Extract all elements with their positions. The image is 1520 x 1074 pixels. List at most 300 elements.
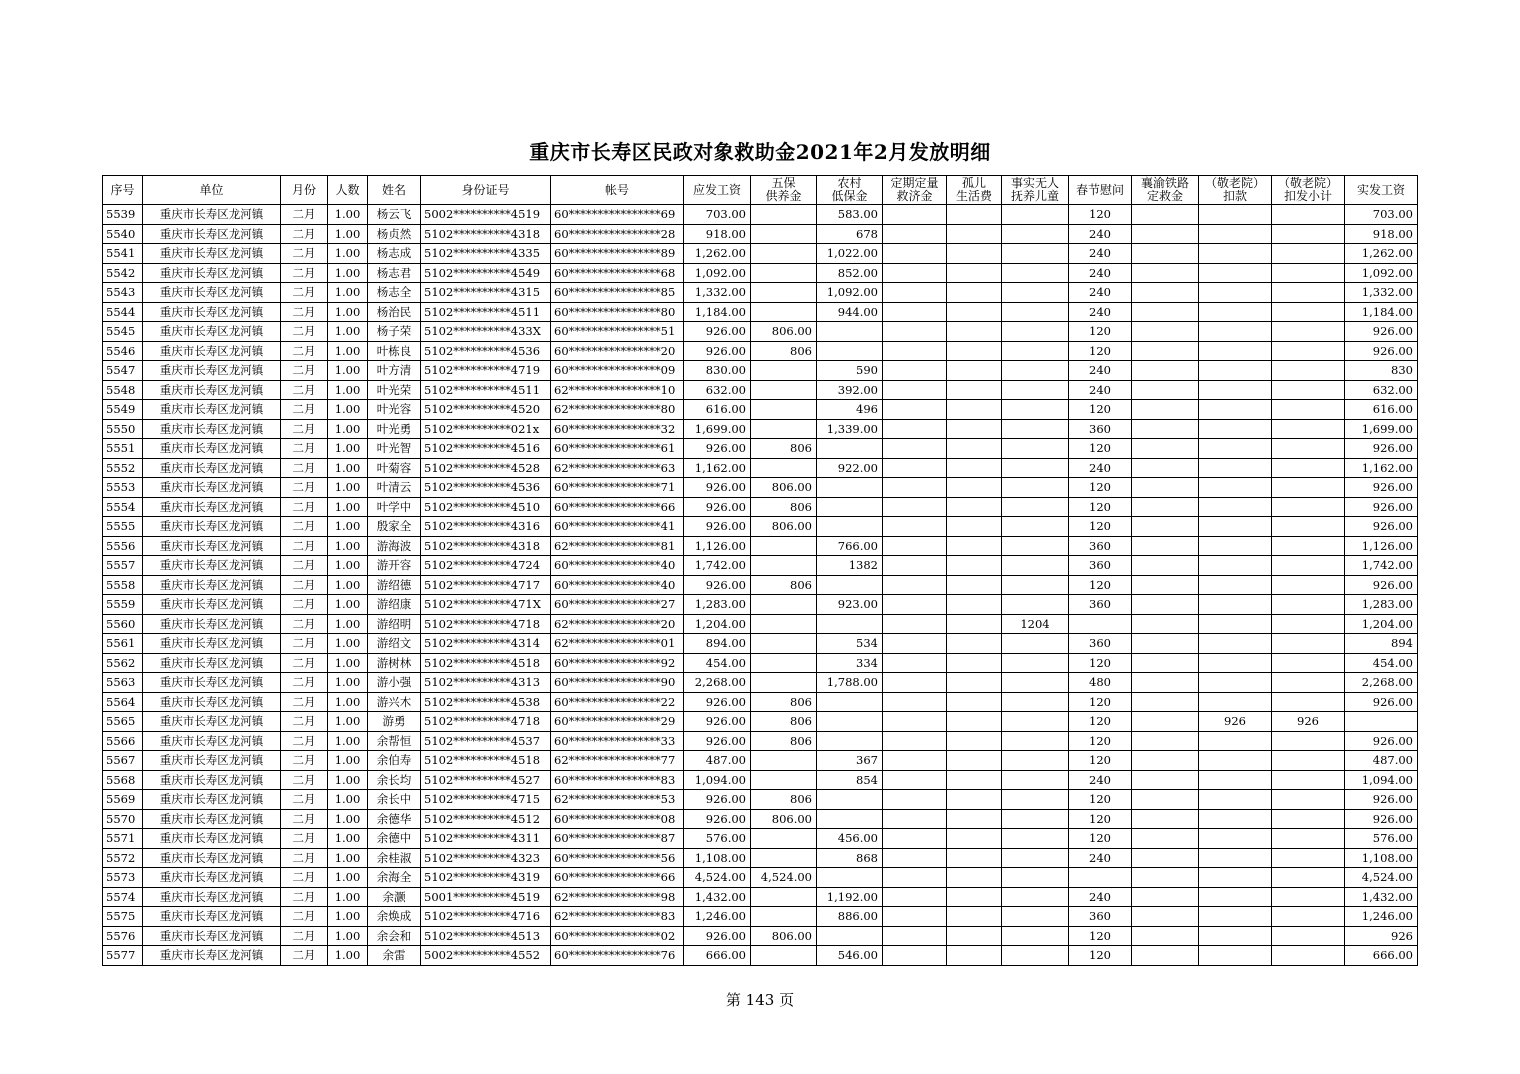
cell-nursing-subtotal (1272, 400, 1345, 420)
cell-nursing-subtotal (1272, 868, 1345, 888)
header-name: 姓名 (368, 176, 421, 205)
cell-orphan (947, 380, 1002, 400)
cell-count: 1.00 (328, 517, 368, 537)
cell-net-pay: 926.00 (1345, 497, 1418, 517)
header-xiangyu-railway: 襄渝铁路 定救金 (1132, 176, 1199, 205)
cell-unattended-child (1002, 322, 1069, 342)
cell-gross-pay: 926.00 (684, 517, 751, 537)
cell-month: 二月 (281, 848, 328, 868)
cell-unattended-child (1002, 751, 1069, 771)
cell-unit: 重庆市长寿区龙河镇 (143, 361, 281, 381)
cell-account: 60****************56 (551, 848, 684, 868)
cell-unit: 重庆市长寿区龙河镇 (143, 770, 281, 790)
cell-spring-festival: 360 (1069, 556, 1132, 576)
cell-xiangyu-railway (1132, 497, 1199, 517)
cell-regular-relief (883, 653, 947, 673)
cell-nursing-deduction (1199, 263, 1272, 283)
cell-orphan (947, 595, 1002, 615)
cell-count: 1.00 (328, 868, 368, 888)
cell-wubao (751, 224, 817, 244)
cell-account: 60****************90 (551, 673, 684, 693)
cell-unit: 重庆市长寿区龙河镇 (143, 478, 281, 498)
cell-account: 62****************53 (551, 790, 684, 810)
table-row (103, 770, 1418, 790)
cell-count: 1.00 (328, 224, 368, 244)
cell-count: 1.00 (328, 439, 368, 459)
cell-nursing-deduction (1199, 458, 1272, 478)
cell-nursing-deduction (1199, 790, 1272, 810)
cell-id-number: 5102**********4314 (421, 634, 551, 654)
cell-spring-festival: 360 (1069, 634, 1132, 654)
cell-regular-relief (883, 907, 947, 927)
table-row (103, 556, 1418, 576)
cell-dibao: 868 (817, 848, 883, 868)
cell-regular-relief (883, 556, 947, 576)
cell-account: 62****************63 (551, 458, 684, 478)
cell-dibao: 583.00 (817, 205, 883, 225)
cell-nursing-deduction (1199, 341, 1272, 361)
cell-dibao (817, 575, 883, 595)
cell-gross-pay: 1,126.00 (684, 536, 751, 556)
cell-orphan (947, 536, 1002, 556)
cell-spring-festival: 240 (1069, 848, 1132, 868)
cell-xiangyu-railway (1132, 400, 1199, 420)
cell-unit: 重庆市长寿区龙河镇 (143, 926, 281, 946)
cell-nursing-subtotal (1272, 770, 1345, 790)
cell-xiangyu-railway (1132, 712, 1199, 732)
cell-gross-pay: 4,524.00 (684, 868, 751, 888)
cell-wubao (751, 536, 817, 556)
cell-gross-pay: 1,162.00 (684, 458, 751, 478)
cell-nursing-subtotal (1272, 322, 1345, 342)
cell-count: 1.00 (328, 673, 368, 693)
cell-gross-pay: 830.00 (684, 361, 751, 381)
cell-xiangyu-railway (1132, 556, 1199, 576)
cell-dibao: 546.00 (817, 946, 883, 966)
table-row (103, 848, 1418, 868)
cell-regular-relief (883, 848, 947, 868)
cell-id-number: 5001**********4519 (421, 887, 551, 907)
cell-orphan (947, 458, 1002, 478)
cell-id-number: 5102**********4528 (421, 458, 551, 478)
cell-orphan (947, 829, 1002, 849)
cell-xiangyu-railway (1132, 302, 1199, 322)
cell-month: 二月 (281, 634, 328, 654)
cell-name: 余伯寿 (368, 751, 421, 771)
cell-xiangyu-railway (1132, 770, 1199, 790)
cell-regular-relief (883, 400, 947, 420)
cell-month: 二月 (281, 575, 328, 595)
cell-unit: 重庆市长寿区龙河镇 (143, 907, 281, 927)
cell-xiangyu-railway (1132, 380, 1199, 400)
cell-xiangyu-railway (1132, 731, 1199, 751)
header-seq: 序号 (103, 176, 143, 205)
header-spring-festival: 春节慰问 (1069, 176, 1132, 205)
cell-dibao (817, 341, 883, 361)
cell-net-pay: 1,126.00 (1345, 536, 1418, 556)
cell-regular-relief (883, 205, 947, 225)
cell-seq: 5540 (103, 224, 143, 244)
cell-seq: 5542 (103, 263, 143, 283)
cell-account: 60****************40 (551, 556, 684, 576)
cell-month: 二月 (281, 731, 328, 751)
cell-xiangyu-railway (1132, 517, 1199, 537)
table-row (103, 751, 1418, 771)
cell-wubao: 806 (751, 790, 817, 810)
cell-id-number: 5102**********471X (421, 595, 551, 615)
cell-month: 二月 (281, 653, 328, 673)
cell-name: 殷家全 (368, 517, 421, 537)
cell-regular-relief (883, 673, 947, 693)
cell-month: 二月 (281, 673, 328, 693)
cell-nursing-subtotal (1272, 536, 1345, 556)
cell-nursing-deduction (1199, 595, 1272, 615)
cell-name: 余长均 (368, 770, 421, 790)
cell-unattended-child (1002, 907, 1069, 927)
cell-month: 二月 (281, 751, 328, 771)
cell-gross-pay: 926.00 (684, 692, 751, 712)
cell-unattended-child (1002, 458, 1069, 478)
cell-gross-pay: 926.00 (684, 322, 751, 342)
cell-regular-relief (883, 341, 947, 361)
cell-unattended-child (1002, 283, 1069, 303)
cell-unit: 重庆市长寿区龙河镇 (143, 829, 281, 849)
cell-unit: 重庆市长寿区龙河镇 (143, 868, 281, 888)
header-regular-relief: 定期定量 救济金 (883, 176, 947, 205)
cell-unattended-child (1002, 380, 1069, 400)
cell-spring-festival: 120 (1069, 926, 1132, 946)
cell-name: 叶菊容 (368, 458, 421, 478)
cell-nursing-deduction (1199, 439, 1272, 459)
cell-wubao: 806 (751, 731, 817, 751)
cell-orphan (947, 634, 1002, 654)
cell-account: 60****************71 (551, 478, 684, 498)
cell-month: 二月 (281, 907, 328, 927)
cell-orphan (947, 322, 1002, 342)
cell-net-pay: 1,283.00 (1345, 595, 1418, 615)
cell-seq: 5558 (103, 575, 143, 595)
cell-spring-festival: 240 (1069, 283, 1132, 303)
cell-net-pay: 926.00 (1345, 439, 1418, 459)
cell-seq: 5560 (103, 614, 143, 634)
cell-count: 1.00 (328, 361, 368, 381)
cell-gross-pay: 703.00 (684, 205, 751, 225)
cell-name: 游绍明 (368, 614, 421, 634)
cell-nursing-deduction (1199, 556, 1272, 576)
table-row (103, 614, 1418, 634)
cell-seq: 5555 (103, 517, 143, 537)
cell-regular-relief (883, 692, 947, 712)
cell-xiangyu-railway (1132, 244, 1199, 264)
cell-unattended-child (1002, 263, 1069, 283)
table-row (103, 868, 1418, 888)
cell-xiangyu-railway (1132, 653, 1199, 673)
table-row (103, 478, 1418, 498)
cell-nursing-deduction (1199, 419, 1272, 439)
cell-month: 二月 (281, 614, 328, 634)
cell-nursing-deduction (1199, 946, 1272, 966)
cell-name: 杨云飞 (368, 205, 421, 225)
cell-gross-pay: 632.00 (684, 380, 751, 400)
cell-wubao (751, 848, 817, 868)
cell-id-number: 5102**********4316 (421, 517, 551, 537)
cell-id-number: 5102**********4719 (421, 361, 551, 381)
cell-nursing-deduction (1199, 692, 1272, 712)
cell-gross-pay: 894.00 (684, 634, 751, 654)
cell-seq: 5541 (103, 244, 143, 264)
cell-count: 1.00 (328, 731, 368, 751)
cell-unit: 重庆市长寿区龙河镇 (143, 400, 281, 420)
cell-spring-festival: 120 (1069, 712, 1132, 732)
cell-account: 62****************98 (551, 887, 684, 907)
cell-account: 60****************87 (551, 829, 684, 849)
relief-payment-table (102, 175, 1418, 966)
cell-nursing-subtotal (1272, 907, 1345, 927)
cell-net-pay: 454.00 (1345, 653, 1418, 673)
cell-regular-relief (883, 536, 947, 556)
cell-regular-relief (883, 770, 947, 790)
cell-id-number: 5102**********4718 (421, 614, 551, 634)
cell-nursing-subtotal (1272, 302, 1345, 322)
cell-dibao: 456.00 (817, 829, 883, 849)
cell-spring-festival: 360 (1069, 907, 1132, 927)
cell-month: 二月 (281, 283, 328, 303)
cell-net-pay: 1,332.00 (1345, 283, 1418, 303)
cell-xiangyu-railway (1132, 751, 1199, 771)
cell-nursing-subtotal (1272, 478, 1345, 498)
cell-month: 二月 (281, 478, 328, 498)
header-account: 帐号 (551, 176, 684, 205)
cell-orphan (947, 712, 1002, 732)
cell-unit: 重庆市长寿区龙河镇 (143, 575, 281, 595)
cell-account: 62****************01 (551, 634, 684, 654)
cell-unit: 重庆市长寿区龙河镇 (143, 244, 281, 264)
table-row (103, 634, 1418, 654)
cell-spring-festival: 360 (1069, 595, 1132, 615)
cell-id-number: 5102**********4323 (421, 848, 551, 868)
cell-seq: 5563 (103, 673, 143, 693)
cell-wubao (751, 302, 817, 322)
cell-dibao: 367 (817, 751, 883, 771)
cell-id-number: 5102**********4536 (421, 478, 551, 498)
cell-nursing-deduction (1199, 224, 1272, 244)
table-row (103, 536, 1418, 556)
cell-dibao (817, 439, 883, 459)
cell-orphan (947, 497, 1002, 517)
cell-nursing-subtotal (1272, 556, 1345, 576)
cell-id-number: 5102**********021x (421, 419, 551, 439)
cell-xiangyu-railway (1132, 907, 1199, 927)
cell-orphan (947, 205, 1002, 225)
cell-seq: 5547 (103, 361, 143, 381)
cell-spring-festival: 120 (1069, 439, 1132, 459)
cell-dibao: 590 (817, 361, 883, 381)
cell-count: 1.00 (328, 341, 368, 361)
cell-gross-pay: 1,432.00 (684, 887, 751, 907)
cell-month: 二月 (281, 809, 328, 829)
cell-wubao (751, 634, 817, 654)
cell-wubao (751, 244, 817, 264)
cell-dibao: 496 (817, 400, 883, 420)
cell-nursing-subtotal (1272, 224, 1345, 244)
cell-id-number: 5102**********4511 (421, 302, 551, 322)
cell-nursing-deduction (1199, 322, 1272, 342)
cell-month: 二月 (281, 439, 328, 459)
cell-nursing-deduction (1199, 536, 1272, 556)
cell-wubao: 806.00 (751, 926, 817, 946)
cell-id-number: 5102**********4520 (421, 400, 551, 420)
cell-net-pay: 1,162.00 (1345, 458, 1418, 478)
cell-seq: 5552 (103, 458, 143, 478)
table-header-row (103, 176, 1418, 205)
cell-seq: 5566 (103, 731, 143, 751)
cell-month: 二月 (281, 692, 328, 712)
cell-orphan (947, 848, 1002, 868)
header-gross-pay: 应发工资 (684, 176, 751, 205)
cell-dibao: 334 (817, 653, 883, 673)
cell-month: 二月 (281, 770, 328, 790)
cell-unit: 重庆市长寿区龙河镇 (143, 263, 281, 283)
cell-count: 1.00 (328, 848, 368, 868)
table-row (103, 926, 1418, 946)
cell-spring-festival: 120 (1069, 946, 1132, 966)
cell-month: 二月 (281, 497, 328, 517)
table-row (103, 790, 1418, 810)
cell-nursing-subtotal (1272, 692, 1345, 712)
cell-name: 余德中 (368, 829, 421, 849)
cell-wubao (751, 653, 817, 673)
cell-dibao: 1,022.00 (817, 244, 883, 264)
table-row (103, 829, 1418, 849)
cell-id-number: 5102**********4516 (421, 439, 551, 459)
cell-name: 叶光容 (368, 400, 421, 420)
cell-wubao (751, 458, 817, 478)
cell-xiangyu-railway (1132, 322, 1199, 342)
cell-unit: 重庆市长寿区龙河镇 (143, 419, 281, 439)
cell-name: 余灏 (368, 887, 421, 907)
cell-nursing-subtotal (1272, 419, 1345, 439)
cell-gross-pay: 666.00 (684, 946, 751, 966)
cell-net-pay: 703.00 (1345, 205, 1418, 225)
cell-nursing-subtotal (1272, 653, 1345, 673)
cell-unit: 重庆市长寿区龙河镇 (143, 614, 281, 634)
cell-regular-relief (883, 926, 947, 946)
cell-seq: 5545 (103, 322, 143, 342)
cell-name: 叶光智 (368, 439, 421, 459)
cell-regular-relief (883, 887, 947, 907)
cell-regular-relief (883, 497, 947, 517)
cell-gross-pay: 454.00 (684, 653, 751, 673)
cell-account: 60****************41 (551, 517, 684, 537)
cell-unattended-child (1002, 731, 1069, 751)
header-dibao: 农村 低保金 (817, 176, 883, 205)
cell-nursing-deduction (1199, 361, 1272, 381)
cell-xiangyu-railway (1132, 575, 1199, 595)
cell-net-pay: 1,262.00 (1345, 244, 1418, 264)
cell-unattended-child (1002, 400, 1069, 420)
cell-xiangyu-railway (1132, 829, 1199, 849)
cell-xiangyu-railway (1132, 439, 1199, 459)
cell-gross-pay: 926.00 (684, 439, 751, 459)
cell-unattended-child (1002, 419, 1069, 439)
cell-gross-pay: 1,742.00 (684, 556, 751, 576)
cell-unattended-child (1002, 926, 1069, 946)
cell-dibao (817, 731, 883, 751)
table-row (103, 419, 1418, 439)
header-nursing-subtotal: （敬老院） 扣发小计 (1272, 176, 1345, 205)
cell-net-pay: 1,108.00 (1345, 848, 1418, 868)
cell-unattended-child (1002, 205, 1069, 225)
cell-account: 60****************89 (551, 244, 684, 264)
cell-name: 游绍德 (368, 575, 421, 595)
cell-name: 叶栋良 (368, 341, 421, 361)
cell-month: 二月 (281, 361, 328, 381)
cell-spring-festival: 120 (1069, 497, 1132, 517)
cell-net-pay: 926 (1345, 926, 1418, 946)
cell-id-number: 5102**********4318 (421, 536, 551, 556)
cell-dibao (817, 614, 883, 634)
cell-regular-relief (883, 478, 947, 498)
cell-nursing-subtotal (1272, 790, 1345, 810)
cell-unit: 重庆市长寿区龙河镇 (143, 673, 281, 693)
header-unattended-child: 事实无人 抚养儿童 (1002, 176, 1069, 205)
cell-id-number: 5102**********4718 (421, 712, 551, 732)
cell-gross-pay: 1,246.00 (684, 907, 751, 927)
cell-unit: 重庆市长寿区龙河镇 (143, 439, 281, 459)
table-row (103, 205, 1418, 225)
cell-xiangyu-railway (1132, 868, 1199, 888)
table-row (103, 809, 1418, 829)
cell-account: 62****************10 (551, 380, 684, 400)
cell-nursing-subtotal (1272, 283, 1345, 303)
cell-count: 1.00 (328, 302, 368, 322)
cell-nursing-subtotal (1272, 829, 1345, 849)
cell-count: 1.00 (328, 283, 368, 303)
cell-spring-festival: 360 (1069, 536, 1132, 556)
cell-id-number: 5102**********4512 (421, 809, 551, 829)
cell-dibao (817, 517, 883, 537)
cell-month: 二月 (281, 244, 328, 264)
cell-spring-festival: 120 (1069, 653, 1132, 673)
cell-seq: 5557 (103, 556, 143, 576)
table-row (103, 731, 1418, 751)
table-row (103, 887, 1418, 907)
cell-orphan (947, 302, 1002, 322)
cell-unattended-child (1002, 556, 1069, 576)
cell-count: 1.00 (328, 634, 368, 654)
header-orphan: 孤儿 生活费 (947, 176, 1002, 205)
cell-nursing-deduction (1199, 575, 1272, 595)
cell-xiangyu-railway (1132, 205, 1199, 225)
cell-gross-pay: 926.00 (684, 575, 751, 595)
cell-name: 杨治民 (368, 302, 421, 322)
cell-seq: 5553 (103, 478, 143, 498)
cell-unit: 重庆市长寿区龙河镇 (143, 536, 281, 556)
cell-spring-festival: 120 (1069, 341, 1132, 361)
cell-account: 60****************40 (551, 575, 684, 595)
cell-nursing-deduction (1199, 302, 1272, 322)
cell-account: 60****************32 (551, 419, 684, 439)
table-row (103, 244, 1418, 264)
cell-nursing-subtotal (1272, 361, 1345, 381)
cell-unit: 重庆市长寿区龙河镇 (143, 302, 281, 322)
cell-dibao: 944.00 (817, 302, 883, 322)
cell-spring-festival: 120 (1069, 478, 1132, 498)
cell-orphan (947, 419, 1002, 439)
cell-xiangyu-railway (1132, 224, 1199, 244)
cell-wubao (751, 380, 817, 400)
cell-gross-pay: 1,204.00 (684, 614, 751, 634)
